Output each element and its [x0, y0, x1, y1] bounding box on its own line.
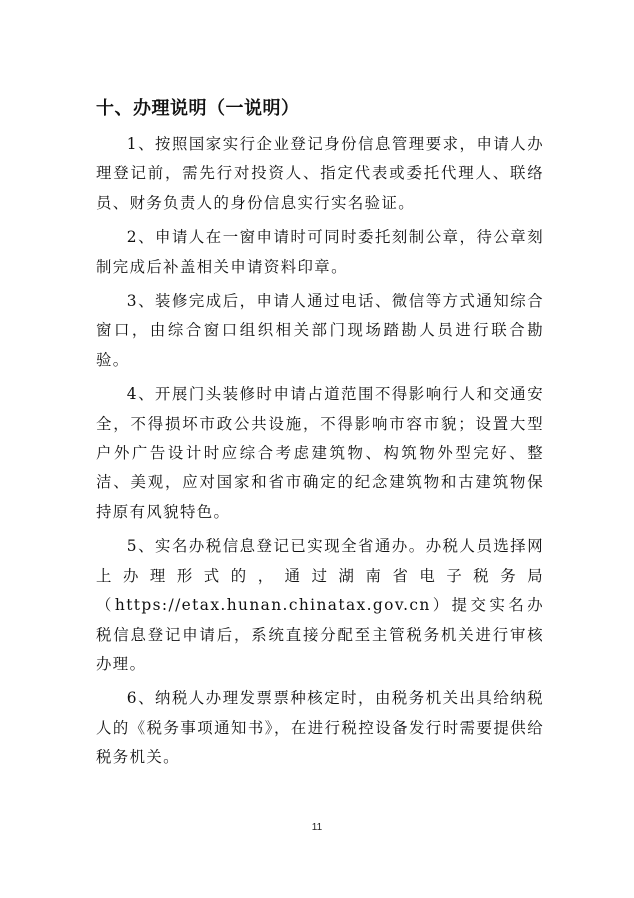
paragraph-5: 5、实名办税信息登记已实现全省通办。办税人员选择网上办理形式的，通过湖南省电子税务局（https://etax.hunan.chinatax.gov.cn）提交实名办税信息登记申请后，系统直接分配至主管税务机关进行审核办理。 — [96, 537, 544, 673]
paragraph-4: 4、开展门头装修时申请占道范围不得影响行人和交通安全，不得损坏市政公共设施，不得影响市容市貌；设置大型户外广告设计时应综合考虑建筑物、构筑物外型完好、整洁、美观，应对国家和省市确定的纪念建筑物和古建筑物保持原有风貌特色。 — [96, 385, 544, 521]
body-text — [96, 130, 544, 778]
paragraph-6: 6、纳税人办理发票票种核定时，由税务机关出具给纳税人的《税务事项通知书》，在进行税控设备发行时需要提供给税务机关。 — [96, 689, 544, 767]
page-number: 11 — [311, 822, 323, 833]
paragraph-3: 3、装修完成后，申请人通过电话、微信等方式通知综合窗口，由综合窗口组织相关部门现场踏勘人员进行联合勘验。 — [96, 292, 544, 369]
section-title: 十、办理说明（一说明） — [96, 98, 300, 119]
paragraph-1: 1、按照国家实行企业登记身份信息管理要求，申请人办理登记前，需先行对投资人、指定代表或委托代理人、联络员、财务负责人的身份信息实行实名验证。 — [96, 135, 544, 212]
paragraph-2: 2、申请人在一窗申请时可同时委托刻制公章，待公章刻制完成后补盖相关申请资料印章。 — [96, 228, 544, 276]
